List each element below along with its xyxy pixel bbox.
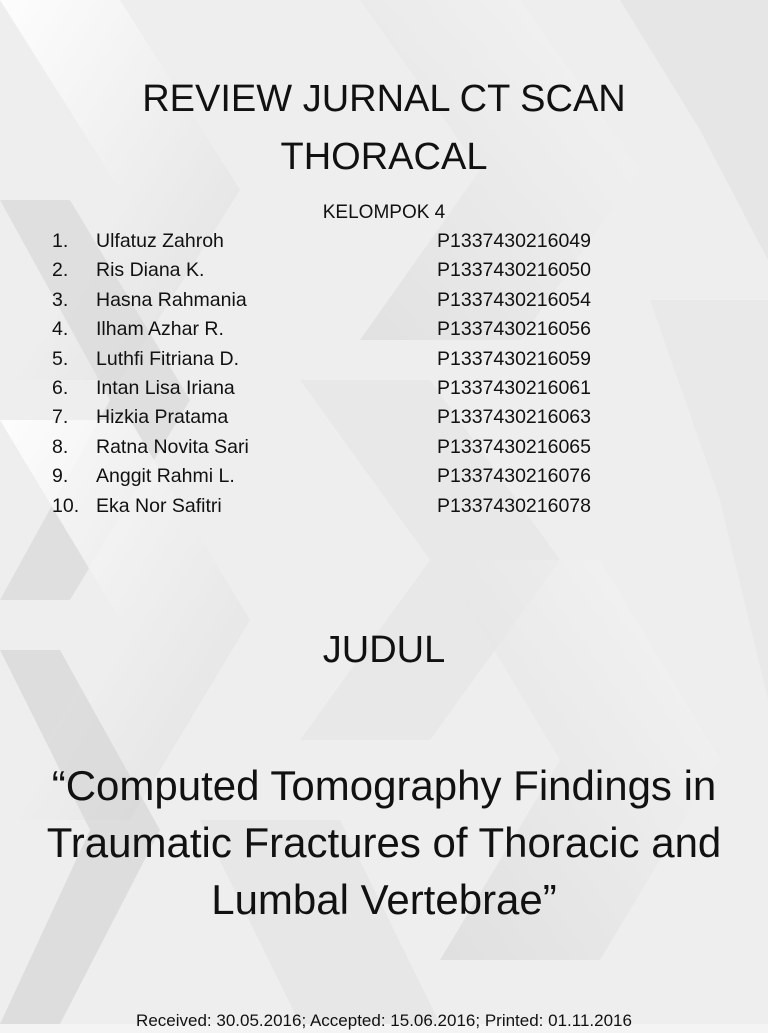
member-name: Ris Diana K. <box>96 259 205 282</box>
member-number: 2. <box>52 259 69 282</box>
list-item <box>0 462 768 491</box>
member-name: Hasna Rahmania <box>96 288 247 311</box>
member-number: 7. <box>52 406 69 429</box>
list-item <box>0 256 768 285</box>
member-name: Hizkia Pratama <box>96 406 229 429</box>
member-name: Luthfi Fitriana D. <box>96 347 240 370</box>
member-number: 8. <box>52 435 69 458</box>
member-number: 9. <box>52 465 69 488</box>
member-number: 10. <box>52 494 80 517</box>
member-number: 1. <box>52 230 69 252</box>
group-label: KELOMPOK 4 <box>322 202 446 223</box>
list-item <box>0 227 768 256</box>
member-number: 3. <box>52 288 69 311</box>
member-number: 6. <box>52 376 69 399</box>
member-name: Ilham Azhar R. <box>96 318 224 341</box>
member-list <box>0 227 768 521</box>
member-id: P1337430216061 <box>437 376 591 399</box>
member-id: P1337430216063 <box>437 406 591 429</box>
member-name: Intan Lisa Iriana <box>96 376 235 399</box>
publication-dates: Received: 30.05.2016; Accepted: 15.06.2016; Printed: 01.11.2016 <box>136 1011 632 1030</box>
list-item <box>0 345 768 374</box>
member-number: 5. <box>52 347 69 370</box>
list-item <box>0 315 768 344</box>
member-id: P1337430216059 <box>437 347 591 370</box>
member-id: P1337430216054 <box>437 288 591 311</box>
member-name: Ratna Novita Sari <box>96 435 249 458</box>
member-id: P1337430216076 <box>437 465 591 488</box>
list-item <box>0 492 768 521</box>
section-heading: JUDUL <box>322 629 446 671</box>
list-item <box>0 286 768 315</box>
list-item <box>0 433 768 462</box>
list-item <box>0 374 768 403</box>
member-number: 4. <box>52 318 69 341</box>
member-id: P1337430216050 <box>437 259 591 282</box>
slide-title: REVIEW JURNAL CT SCAN THORACAL <box>142 78 626 178</box>
member-id: P1337430216065 <box>437 435 591 458</box>
member-name: Eka Nor Safitri <box>96 494 222 517</box>
article-title: “Computed Tomography Findings in Traumatic Fractures of Thoracic and Lumbal Vertebrae” <box>46 762 722 923</box>
member-name: Ulfatuz Zahroh <box>96 230 224 252</box>
member-name: Anggit Rahmi L. <box>96 465 235 488</box>
member-id: P1337430216056 <box>437 318 591 341</box>
list-item <box>0 403 768 432</box>
member-id: P1337430216049 <box>437 230 591 252</box>
member-id: P1337430216078 <box>437 494 591 517</box>
